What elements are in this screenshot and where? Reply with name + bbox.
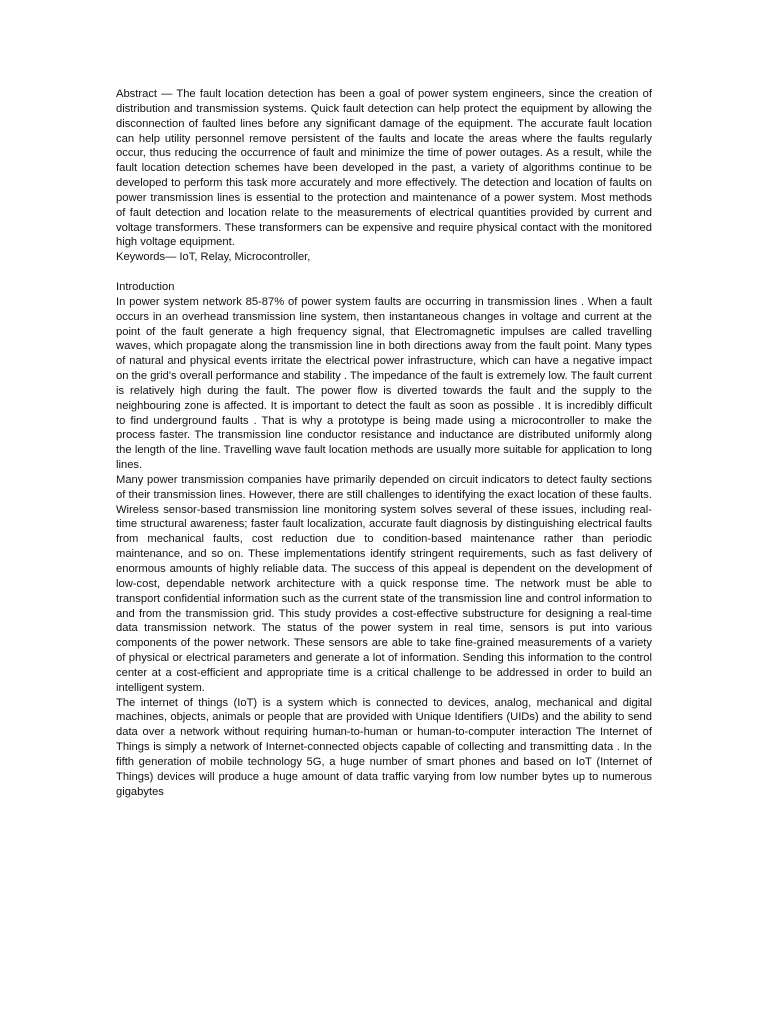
introduction-paragraph-3: The internet of things (IoT) is a system which is connected to devices, analog, mechanical and digital machines, objects, animals or people that are provided with Unique Identifiers (UIDs) and the ability to send data over a network without requiring human-to-human or human-to-computer interaction The Internet of Things is simply a network of Internet-connected objects capable of collecting and transmitting data . In the fifth generation of mobile technology 5G, a huge number of smart phones and based on IoT (Internet of Things) devices will produce a huge amount of data traffic varying from low number bytes up to numerous gigabytes [116,696,652,798]
abstract-paragraph: Abstract — The fault location detection has been a goal of power system engineers, since the creation of distribution and transmission systems. Quick fault detection can help protect the equipment by allowing the disconnection of faulted lines before any significant damage of the equipment. The accurate fault location can help utility personnel remove persistent of the faults and locate the areas where the faults regularly occur, thus reducing the occurrence of fault and minimize the time of power outages. As a result, while the fault location detection schemes have been developed in the past, a variety of algorithms continue to be developed to perform this task more accurately and more effectively. The detection and location of faults on power transmission lines is essential to the protection and maintenance of a power system. Most methods of fault detection and location relate to the measurements of electrical quantities provided by current and voltage transformers. These transformers can be expensive and require physical contact with the monitored high voltage equipment. [116,88,652,249]
introduction-paragraph-1: In power system network 85-87% of power system faults are occurring in transmission lines . When a fault occurs in an overhead transmission line system, then instantaneous changes in voltage and current at the point of the fault generate a high frequency signal, that Electromagnetic impulses are called travelling waves, which propagate along the transmission line in both directions away from the fault point. Many types of natural and physical events irritate the electrical power infrastructure, which can have a negative impact on the grid's overall performance and stability . The impedance of the fault is extremely low. The fault current is relatively high during the fault. The power flow is diverted towards the fault and the supply to the neighbouring zone is affected. It is important to detect the fault as soon as possible . It is incredibly difficult to find underground faults . That is why a prototype is being made using a microcontroller to make the process faster. The transmission line conductor resistance and inductance are distributed uniformly along the length of the line. Travelling wave fault location methods are usually more suitable for application to long lines. [116,295,652,472]
introduction-paragraph-2: Many power transmission companies have primarily depended on circuit indicators to detect faulty sections of their transmission lines. However, there are still challenges to identifying the exact location of these faults. Wireless sensor-based transmission line monitoring system solves several of these issues, including real-time structural awareness; faster fault localization, accurate fault diagnosis by distinguishing electrical faults from mechanical faults, cost reduction due to condition-based maintenance rather than periodic maintenance, and so on. These implementations identify stringent requirements, such as fast delivery of enormous amounts of highly reliable data. The success of this appeal is dependent on the development of low-cost, dependable network architecture with a quick response time. The network must be able to transport confidential information such as the current state of the transmission line and control information to and from the transmission grid. This study provides a cost-effective substructure for designing a real-time data transmission network. The status of the power system in real time, sensors is put into various components of the power network. These sensors are able to take fine-grained measurements of a variety of physical or electrical parameters and generate a lot of information. Sending this information to the control center at a cost-efficient and appropriate time is a critical challenge to be addressed in order to build an intelligent system. [116,473,652,694]
section-spacer [116,265,652,280]
keywords-line: Keywords— IoT, Relay, Microcontroller, [116,251,311,264]
introduction-heading: Introduction [116,280,175,293]
document-page [116,87,652,800]
